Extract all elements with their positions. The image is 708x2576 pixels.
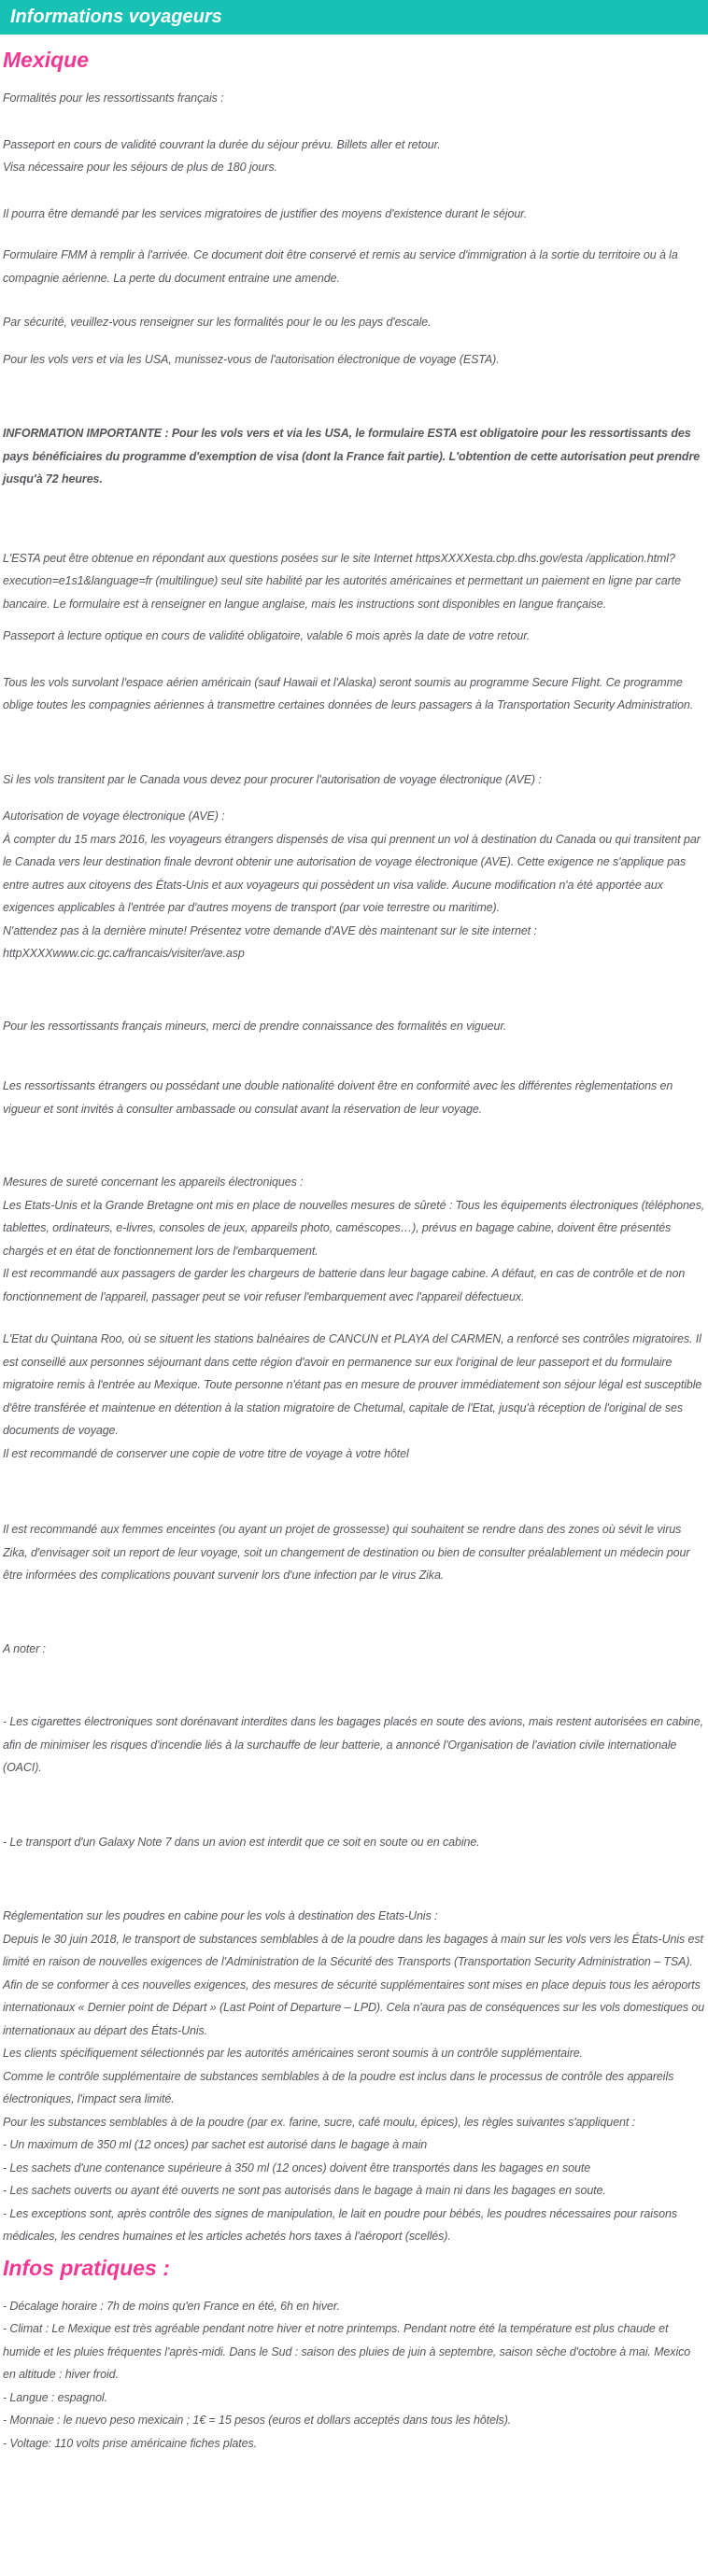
powder-rules-intro: Pour les substances semblables à de la poudre (par ex. farine, sucre, café moulu, épices), les règles suivantes s'appliquent : (3, 2115, 635, 2129)
passport-requirement: Passeport en cours de validité couvrant la durée du séjour prévu. Billets aller et retour. (3, 137, 441, 151)
zika-warning: Il est recommandé aux femmes enceintes (ou ayant un projet de grossesse) qui souhaitent se rendre dans des zones où sévit le virus Zika, d'envisager soit un report de leur voyage, soit un changement de destination ou bien de consulter préalablement un médecin pour être informées des complications pouvant survenir lors d'une infection par le virus Zika. (3, 1523, 690, 1582)
powder-regulation-details: Depuis le 30 juin 2018, le transport de substances semblables à de la poudre dans les bagages à main sur les vols vers les États-Unis est limité en raison de nouvelles exigences de l'Administration de la Sécurité des Transports (Transportation Security Administration – TSA). (3, 1932, 703, 1968)
powder-rule-opened: - Les sachets ouverts ou ayant été ouverts ne sont pas autorisés dans le bagage à main ni dans les bagages en soute. (3, 2184, 606, 2197)
fmm-form-note: Formulaire FMM à remplir à l'arrivée. Ce document doit être conservé et remis au service d'immigration à la sortie du territoire ou à la compagnie aérienne. La perte du document entraine une amende. (3, 248, 678, 285)
ave-details: À compter du 15 mars 2016, les voyageurs étrangers dispensés de visa qui prennent un vol à destination du Canada ou qui transitent par le Canada vers leur destination finale devront obtenir une autorisation de voyage électronique (AVE). Cette exigence ne s'applique pas entre autres aux citoyens des États-Unis et aux voyageurs qui possèdent un visa valide. Aucune modification n'a été apportée aux exigences applicables à l'entrée par d'autres moyens de transport (par voie terrestre ou maritime). (3, 832, 701, 914)
electronics-security-details: Les Etats-Unis et la Grande Bretagne ont mis en place de nouvelles mesures de sûreté : Tous les équipements électroniques (téléphones, tablettes, ordinateurs, e-livres, consoles de jeux, appareils photo, caméscopes…), prévus en bagage cabine, doivent être présentés chargés et en état de fonctionnement lors de l'embarquement. (3, 1198, 705, 1258)
foreign-nationals-note: Les ressortissants étrangers ou possédant une double nationalité doivent être en conformité avec les différentes règlementations en vigueur et sont invités à consulter ambassade ou consulat avant la réservation de leur voyage. (3, 1079, 673, 1116)
practical-info-heading: Infos pratiques : (3, 2255, 170, 2280)
note-heading-line: A noter : (3, 1641, 46, 1655)
limited-impact-note: Comme le contrôle supplémentaire de substances semblables à de la poudre est inclus dans le processus de contrôle des appareils électroniques, l'impact sera limité. (3, 2069, 674, 2105)
esta-note: Pour les vols vers et via les USA, munissez-vous de l'autorisation électronique de voyage (ESTA). (3, 352, 500, 366)
language-item: - Langue : espagnol. (3, 2390, 107, 2404)
ecigarette-rule: - Les cigarettes électroniques sont dorénavant interdites dans les bagages placés en soute des avions, mais restent autorisées en cabine, afin de minimiser les risques d'incendie liés à la surchauffe de leur batterie, a annoncé l'Organisation de l'aviation civile internationale (OACI). (3, 1715, 703, 1774)
means-of-existence-note: Il pourra être demandé par les services migratoires de justifier des moyens d'existence durant le séjour. (3, 206, 528, 220)
visa-requirement: Visa nécessaire pour les séjours de plus de 180 jours. (3, 161, 277, 174)
country-heading: Mexique (3, 48, 90, 72)
travel-document-copy-note: Il est recommandé de conserver une copie de votre titre de voyage à votre hôtel (3, 1446, 409, 1460)
electronics-security-heading-line: Mesures de sureté concernant les appareils électroniques : (3, 1175, 304, 1189)
voltage-item: - Voltage: 110 volts prise américaine fiches plates. (3, 2436, 258, 2450)
lpd-measures-note: Afin de se conformer à ces nouvelles exigences, des mesures de sécurité supplémentaires sont mises en place depuis tous les aéroports internationaux « Dernier point de Départ » (Last Point of Departure – LPD). Cela n'aura pas de conséquences sur les vols domestiques ou internationaux au départ des États-Unis. (3, 1978, 705, 2037)
canada-transit-intro: Si les vols transitent par le Canada vous devez pour procurer l'autorisation de voyage électronique (AVE) : (3, 772, 542, 786)
ave-heading-line: Autorisation de voyage électronique (AVE) : (3, 809, 225, 823)
galaxy-note7-rule: - Le transport d'un Galaxy Note 7 dans un avion est interdit que ce soit en soute ou en cabine. (3, 1835, 480, 1849)
powder-rule-over350: - Les sachets d'une contenance supérieure à 350 ml (12 onces) doivent être transportés dans les bagages en soute (3, 2161, 591, 2175)
esta-website-info: L'ESTA peut être obtenue en répondant aux questions posées sur le site Internet httpsXXXXesta.cbp.dhs.gov/esta /application.html?execution=e1s1&language=fr (multilingue) seul site habilité par les autorités américaines et permettant un paiement en ligne par carte bancaire. Le formulaire est à renseigner en langue anglaise, mais les instructions sont disponibles en langue française. (3, 551, 681, 611)
secure-flight-note: Tous les vols survolant l'espace aérien américain (sauf Hawaii et l'Alaska) seront soumis au programme Secure Flight. Ce programme oblige toutes les compagnies aériennes à transmettre certaines données de leurs passagers à la Transportation Security Administration. (3, 675, 694, 711)
optical-passport-note: Passeport à lecture optique en cours de validité obligatoire, valable 6 mois après la date de votre retour. (3, 629, 531, 642)
climate-item: - Climat : Le Mexique est très agréable pendant notre hiver et notre printemps. Pendant notre été la température est plus chaude et humide et les pluies fréquentes l'après-midi. Dans le Sud : saison des pluies de juin à septembre, saison sèche d'octobre à mai. Mexico en altitude : hiver froid. (3, 2322, 691, 2381)
powder-rule-exceptions: - Les exceptions sont, après contrôle des signes de manipulation, le lait en poudre pour bébés, les poudres nécessaires pour raisons médicales, les cendres humaines et les articles achetés hors taxes à l'aéroport (scellés). (3, 2206, 677, 2243)
stopover-formalities-note: Par sécurité, veuillez-vous renseigner sur les formalités pour le ou les pays d'escale. (3, 316, 432, 329)
currency-item: - Monnaie : le nuevo peso mexicain ; 1€ = 15 pesos (euros et dollars acceptés dans tous les hôtels). (3, 2414, 512, 2427)
powder-rule-max350: - Un maximum de 350 ml (12 onces) par sachet est autorisé dans le bagage à main (3, 2138, 428, 2151)
banner-title: Informations voyageurs (10, 7, 222, 27)
important-information: INFORMATION IMPORTANTE : Pour les vols vers et via les USA, le formulaire ESTA est obligatoire pour les ressortissants des pays bénéficiaires du programme d'exemption de visa (dont la France fait partie). L'obtention de cette autorisation peut prendre jusqu'à 72 heures. (3, 427, 701, 486)
ave-website-note: N'attendez pas à la dernière minute! Présentez votre demande d'AVE dès maintenant sur le site internet : httpXXXXwww.cic.gc.ca/francais/visiter/ave.asp (3, 923, 537, 960)
quintana-roo-note: L'Etat du Quintana Roo, où se situent les stations balnéaires de CANCUN et PLAYA del CARMEN, a renforcé ses contrôles migratoires. Il est conseillé aux personnes séjournant dans cette région d'avoir en permanence sur eux l'original de leur passeport et du formulaire migratoire remis à l'entrée au Mexique. Toute personne n'étant pas en mesure de prouver immédiatement son séjour légal est susceptible d'être transférée et maintenue en détention à la station migratoire de Chetumal, capitale de l'Etat, jusqu'à réception de l'original de ses documents de voyage. (3, 1332, 702, 1437)
traveler-info-content (0, 46, 708, 2468)
powder-regulation-heading-line: Réglementation sur les poudres en cabine pour les vols à destination des Etats-Unis : (3, 1909, 438, 1922)
page-banner (0, 0, 708, 35)
minors-note: Pour les ressortissants français mineurs, merci de prendre connaissance des formalités en vigueur. (3, 1019, 507, 1033)
formalities-intro: Formalités pour les ressortissants français : (3, 91, 224, 105)
battery-chargers-note: Il est recommandé aux passagers de garder les chargeurs de batterie dans leur bagage cabine. A défaut, en cas de contrôle et de non fonctionnement de l'appareil, passager peut se voir refuser l'embarquement avec l'appareil défectueux. (3, 1267, 686, 1303)
time-difference-item: - Décalage horaire : 7h de moins qu'en France en été, 6h en hiver. (3, 2299, 340, 2313)
selected-clients-note: Les clients spécifiquement sélectionnés par les autorités américaines seront soumis à un contrôle supplémentaire. (3, 2047, 583, 2060)
